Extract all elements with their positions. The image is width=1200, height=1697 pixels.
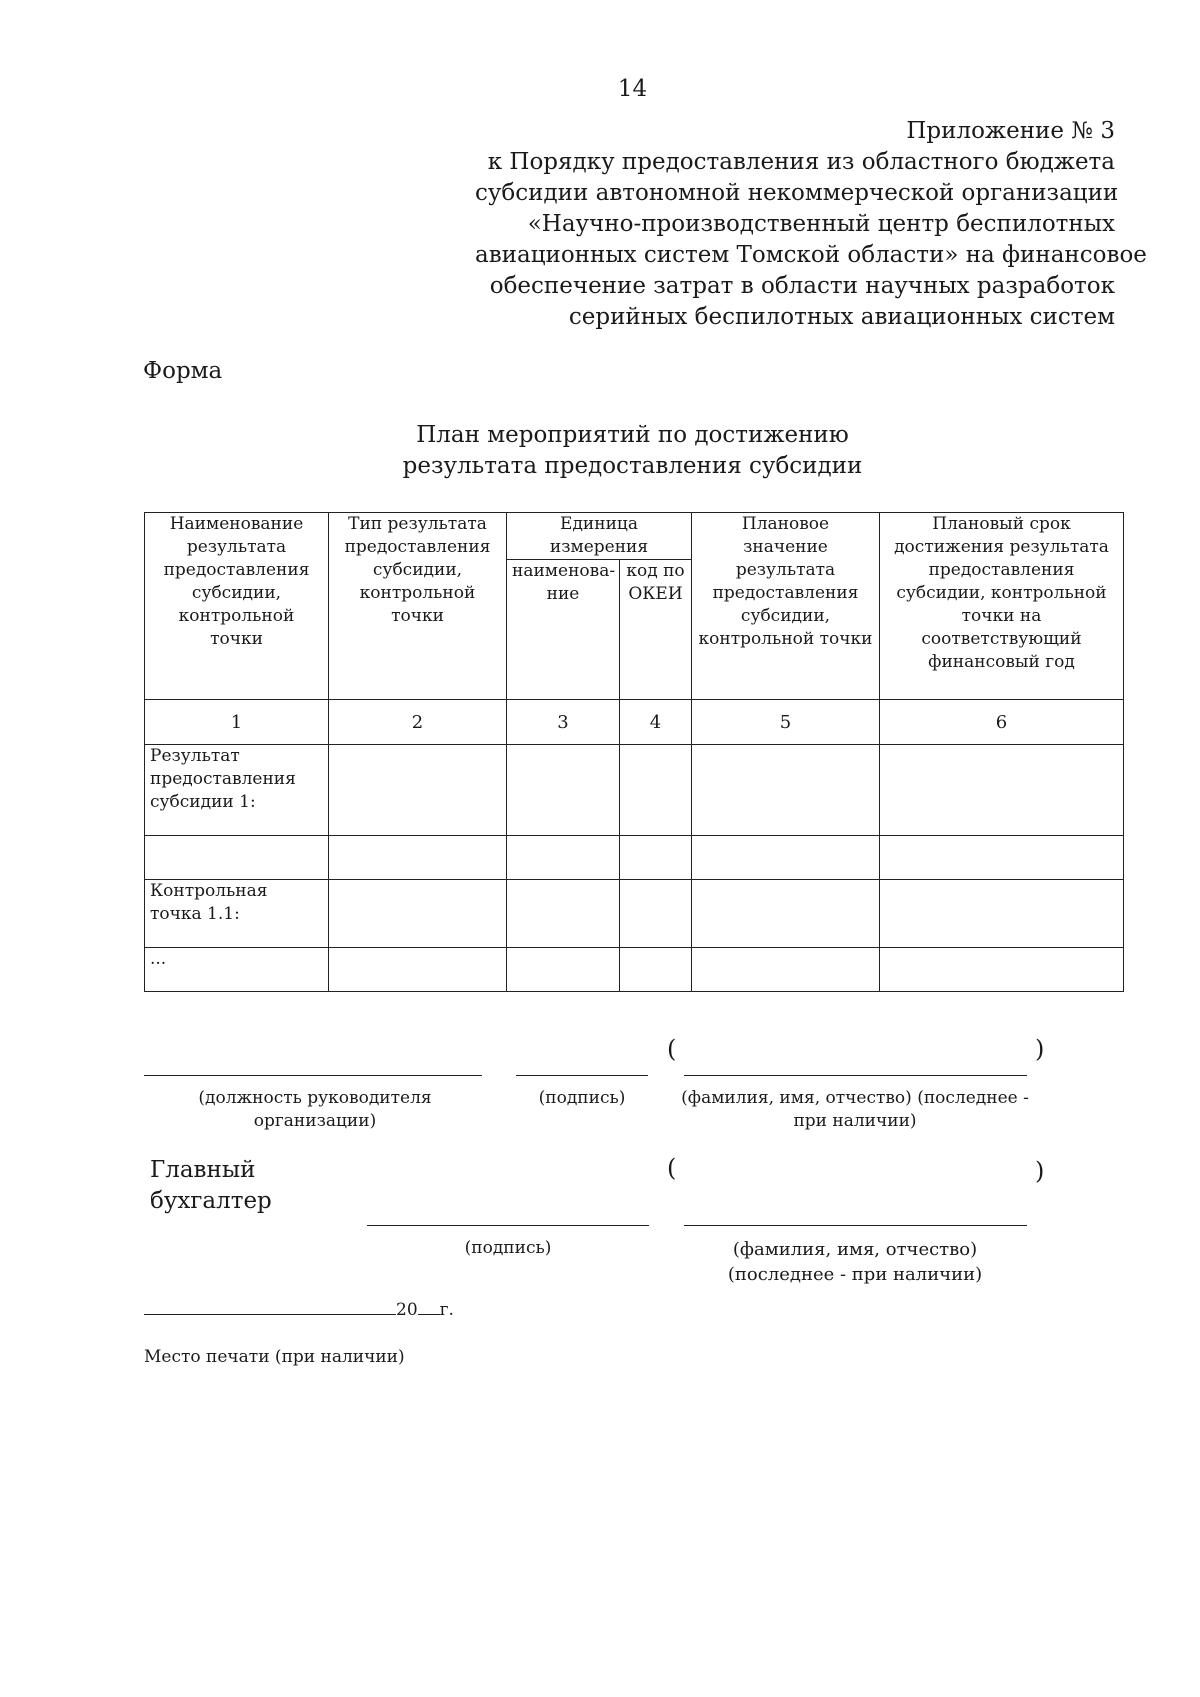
appendix-line: «Научно-производственный центр беспилотных bbox=[527, 211, 1115, 237]
table-row bbox=[145, 948, 1124, 992]
head-name-line[interactable] bbox=[684, 1075, 1027, 1076]
table-cell bbox=[620, 836, 692, 880]
chief-signature-line[interactable] bbox=[367, 1225, 649, 1226]
year-suffix: г. bbox=[439, 1300, 454, 1320]
table-cell bbox=[507, 948, 620, 992]
head-position-line[interactable] bbox=[144, 1075, 482, 1076]
date-field[interactable] bbox=[144, 1300, 454, 1320]
table-cell bbox=[880, 880, 1124, 948]
head-name-caption: (фамилия, имя, отчество) (последнее - при наличии) bbox=[681, 1088, 1029, 1131]
header-unit-name: наименова-ние bbox=[507, 560, 620, 700]
table-cell bbox=[507, 836, 620, 880]
column-number: 3 bbox=[507, 700, 620, 745]
plan-table bbox=[144, 512, 1124, 992]
appendix-line: авиационных систем Томской области» на финансовое bbox=[475, 242, 1147, 268]
appendix-line: к Порядку предоставления из областного бюджета bbox=[487, 149, 1115, 175]
table-row bbox=[145, 880, 1124, 948]
date-blank[interactable] bbox=[144, 1314, 396, 1315]
close-paren: ) bbox=[1035, 1035, 1045, 1063]
table-cell bbox=[620, 880, 692, 948]
table-cell bbox=[692, 948, 880, 992]
appendix-header bbox=[475, 116, 1147, 333]
table-cell bbox=[329, 880, 507, 948]
open-paren: ( bbox=[667, 1035, 677, 1063]
column-number: 4 bbox=[620, 700, 692, 745]
appendix-line: серийных беспилотных авиационных систем bbox=[568, 304, 1115, 330]
header-unit-group: Единица измерения bbox=[507, 513, 692, 560]
page-number: 14 bbox=[617, 76, 648, 102]
head-signature-line[interactable] bbox=[516, 1075, 648, 1076]
table-cell bbox=[329, 836, 507, 880]
row-label bbox=[145, 836, 329, 880]
table-cell bbox=[880, 948, 1124, 992]
appendix-line: Приложение № 3 bbox=[906, 118, 1115, 144]
row-label: Результат предоставления субсидии 1: bbox=[145, 745, 329, 836]
table-cell bbox=[692, 880, 880, 948]
header-planned-value: Плановое значение результата предоставления субсидии, контрольной точки bbox=[692, 513, 880, 700]
table-cell bbox=[507, 880, 620, 948]
column-number: 5 bbox=[692, 700, 880, 745]
table-cell bbox=[692, 836, 880, 880]
open-paren: ( bbox=[667, 1154, 677, 1182]
head-signature-caption: (подпись) bbox=[538, 1088, 626, 1108]
header-okei-code: код по ОКЕИ bbox=[620, 560, 692, 700]
head-position-caption: (должность руководителя организации) bbox=[198, 1088, 432, 1131]
table-row bbox=[145, 745, 1124, 836]
table-cell bbox=[329, 745, 507, 836]
row-label: Контрольная точка 1.1: bbox=[145, 880, 329, 948]
column-number: 2 bbox=[329, 700, 507, 745]
close-paren: ) bbox=[1035, 1157, 1045, 1185]
chief-accountant-label: Главный бухгалтер bbox=[150, 1157, 272, 1214]
table-cell bbox=[620, 948, 692, 992]
header-result-name: Наименование результата предоставления субсидии, контрольной точки bbox=[145, 513, 329, 700]
title-line-1: План мероприятий по достижению bbox=[416, 422, 849, 448]
header-planned-deadline: Плановый срок достижения результата предоставления субсидии, контрольной точки на соответствующий финансовый год bbox=[880, 513, 1124, 700]
year-prefix: 20 bbox=[396, 1300, 418, 1320]
row-label: ... bbox=[145, 948, 329, 992]
form-label: Форма bbox=[143, 358, 223, 384]
table-cell bbox=[880, 745, 1124, 836]
chief-name-caption: (фамилия, имя, отчество) (последнее - при наличии) bbox=[727, 1239, 983, 1285]
table-row bbox=[145, 836, 1124, 880]
chief-name-line[interactable] bbox=[684, 1225, 1027, 1226]
appendix-line: субсидии автономной некоммерческой организации bbox=[475, 180, 1119, 206]
table-cell bbox=[692, 745, 880, 836]
table-cell bbox=[329, 948, 507, 992]
table-cell bbox=[507, 745, 620, 836]
column-number: 6 bbox=[880, 700, 1124, 745]
year-blank[interactable] bbox=[418, 1314, 440, 1315]
column-number: 1 bbox=[145, 700, 329, 745]
document-title bbox=[0, 420, 1200, 482]
table-cell bbox=[880, 836, 1124, 880]
header-result-type: Тип результата предоставления субсидии, контрольной точки bbox=[329, 513, 507, 700]
appendix-line: обеспечение затрат в области научных разработок bbox=[489, 273, 1115, 299]
table-cell bbox=[620, 745, 692, 836]
chief-signature-caption: (подпись) bbox=[464, 1238, 552, 1258]
title-line-2: результата предоставления субсидии bbox=[402, 453, 863, 479]
seal-place: Место печати (при наличии) bbox=[144, 1347, 405, 1367]
